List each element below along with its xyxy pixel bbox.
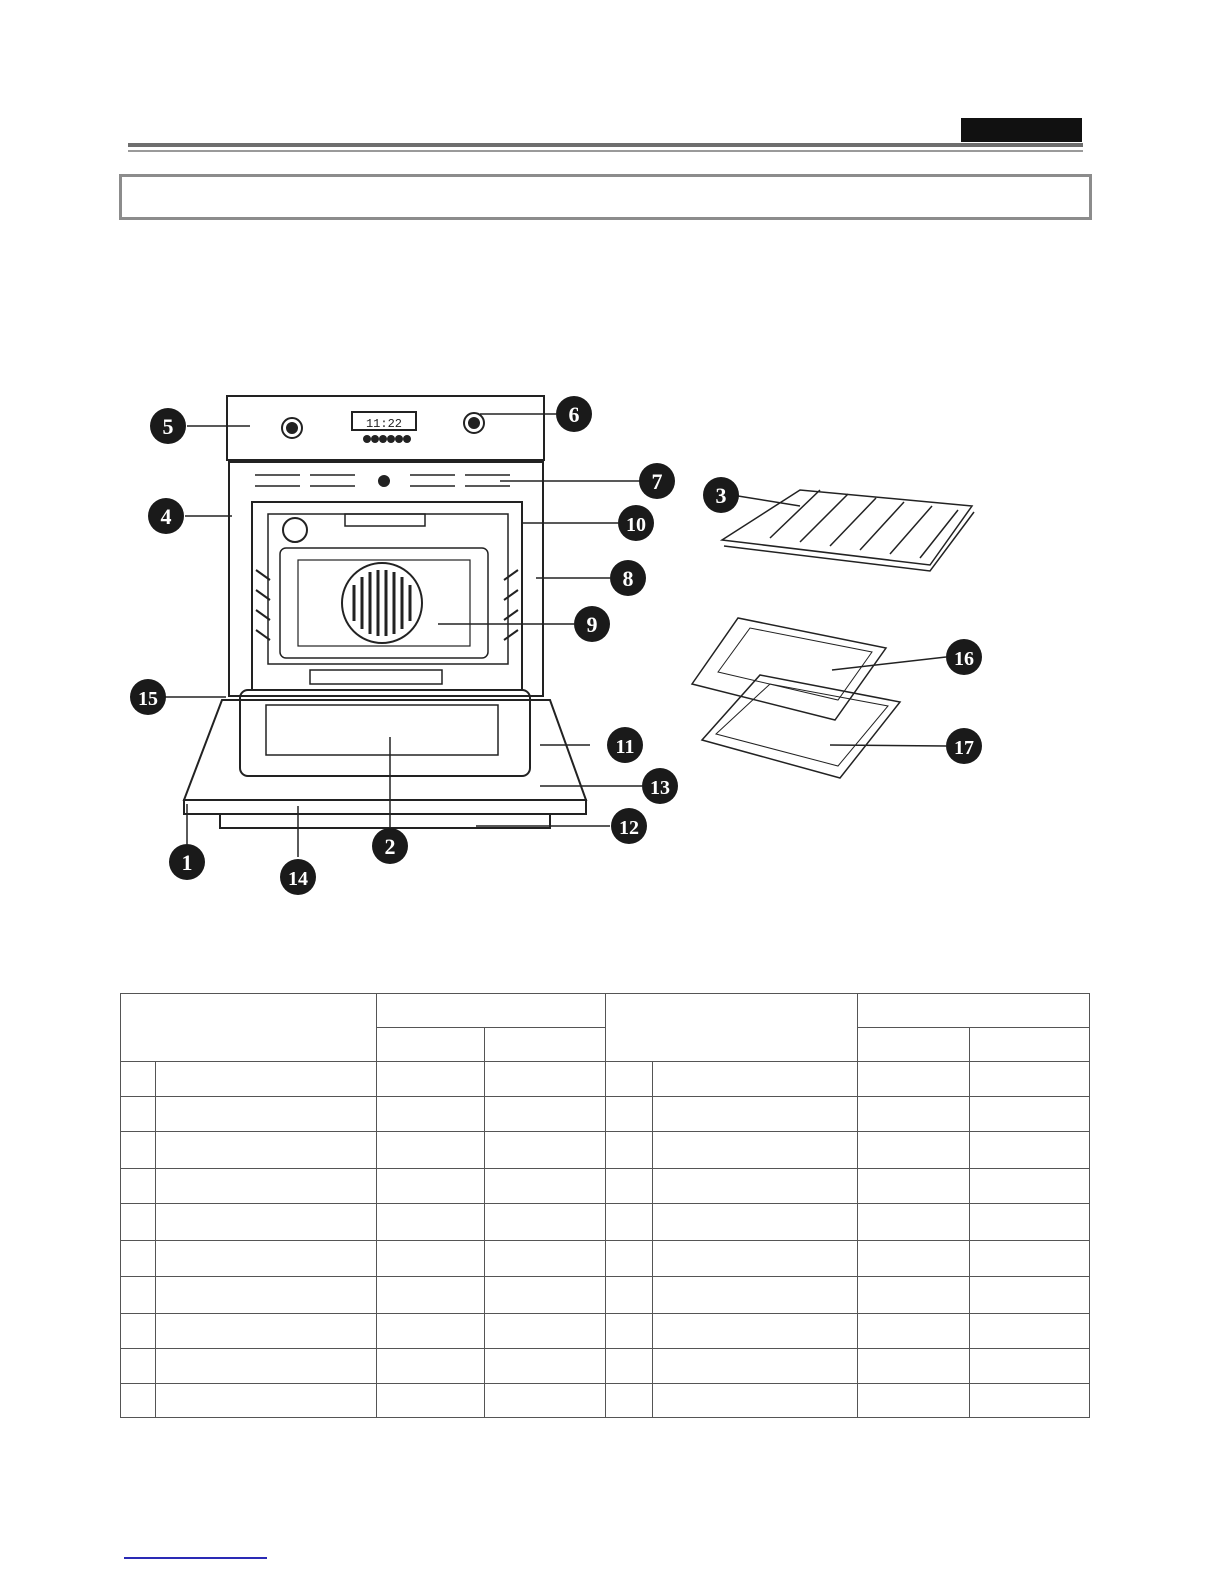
- table-cell: [377, 1132, 485, 1169]
- table-cell: [156, 1314, 377, 1349]
- table-cell: [652, 1204, 857, 1241]
- table-cell: [652, 1277, 857, 1314]
- section-title-box: [119, 174, 1092, 220]
- baking-pan: [702, 675, 900, 778]
- table-cell: [485, 1132, 606, 1169]
- footer-link-underline: [124, 1557, 267, 1559]
- table-cell: [606, 1132, 652, 1169]
- callout-number: 7: [651, 469, 663, 494]
- callout-4: [148, 498, 184, 534]
- table-cell: [156, 1097, 377, 1132]
- table-cell: [377, 1169, 485, 1204]
- table-cell: [969, 1132, 1089, 1169]
- table-cell: [652, 1062, 857, 1097]
- header-rule: [128, 143, 1083, 147]
- callout-number: 6: [568, 402, 580, 427]
- table-row: [121, 1349, 1090, 1384]
- callout-number: 13: [650, 777, 670, 799]
- table-cell: [156, 1384, 377, 1418]
- table-cell: [857, 1277, 969, 1314]
- table-cell: [485, 1277, 606, 1314]
- oven-parts-figure: [0, 380, 1224, 920]
- table-subheader-cell: [857, 1028, 969, 1062]
- table-cell: [969, 1169, 1089, 1204]
- callout-number: 1: [181, 850, 193, 875]
- callout-number: 15: [138, 688, 158, 710]
- callout-13: [642, 768, 678, 804]
- timer-display-text: 11:22: [365, 417, 403, 431]
- table-subheader-cell: [969, 1028, 1089, 1062]
- table-header-cell: [121, 994, 377, 1062]
- oven-diagram: [0, 380, 1224, 920]
- table-row: [121, 1169, 1090, 1204]
- table-cell: [377, 1241, 485, 1277]
- table-cell: [156, 1349, 377, 1384]
- header-rule-secondary: [128, 150, 1083, 152]
- table-cell: [377, 1384, 485, 1418]
- callout-15: [130, 679, 166, 715]
- callout-number: 12: [619, 817, 639, 839]
- callout-number: 14: [288, 868, 308, 890]
- table-cell: [485, 1097, 606, 1132]
- callout-number: 3: [715, 483, 727, 508]
- table-header-cell: [606, 994, 857, 1062]
- table-cell: [156, 1204, 377, 1241]
- table-cell: [857, 1384, 969, 1418]
- callout-number: 2: [384, 834, 396, 859]
- callout-14: [280, 859, 316, 895]
- table-subheader-cell: [485, 1028, 606, 1062]
- table-cell: [606, 1384, 652, 1418]
- callout-number: 9: [586, 612, 598, 637]
- door-sensor: [379, 476, 389, 486]
- table-cell: [377, 1277, 485, 1314]
- table-cell: [652, 1241, 857, 1277]
- callout-16: [946, 639, 982, 675]
- table-cell: [121, 1349, 156, 1384]
- table-cell: [121, 1314, 156, 1349]
- back-panel: [280, 548, 488, 658]
- table-row: [121, 1277, 1090, 1314]
- table-cell: [969, 1314, 1089, 1349]
- table-cell: [485, 1384, 606, 1418]
- table-cell: [857, 1097, 969, 1132]
- table-header-cell: [377, 994, 606, 1028]
- grill-insert: [692, 618, 886, 720]
- table-row: [121, 1384, 1090, 1418]
- table-cell: [606, 1349, 652, 1384]
- callout-number: 4: [160, 504, 172, 529]
- door-glass-frame: [240, 690, 530, 776]
- table-cell: [121, 1204, 156, 1241]
- table-cell: [156, 1169, 377, 1204]
- callout-5: [150, 408, 186, 444]
- callout-number: 5: [162, 414, 174, 439]
- callout-number: 16: [954, 648, 974, 670]
- callout-6: [556, 396, 592, 432]
- top-heater: [345, 514, 425, 526]
- table-cell: [121, 1132, 156, 1169]
- door-glass: [266, 705, 498, 755]
- table-subheader-cell: [377, 1028, 485, 1062]
- callout-10: [618, 505, 654, 541]
- table-cell: [652, 1384, 857, 1418]
- callout-3: [703, 477, 739, 513]
- table-header-cell: [857, 994, 1089, 1028]
- table-cell: [156, 1241, 377, 1277]
- table-cell: [652, 1314, 857, 1349]
- callout-2: [372, 828, 408, 864]
- table-cell: [606, 1169, 652, 1204]
- table-row: [121, 1062, 1090, 1097]
- table-cell: [156, 1132, 377, 1169]
- table-cell: [485, 1062, 606, 1097]
- table-cell: [606, 1204, 652, 1241]
- table-body: [121, 1062, 1090, 1418]
- table-cell: [606, 1241, 652, 1277]
- door-edge: [184, 800, 586, 814]
- table-cell: [121, 1097, 156, 1132]
- callouts: [130, 396, 982, 895]
- callout-number: 10: [626, 514, 646, 536]
- table-cell: [857, 1204, 969, 1241]
- table-cell: [969, 1241, 1089, 1277]
- table-cell: [121, 1062, 156, 1097]
- table-row: [121, 1241, 1090, 1277]
- table-cell: [377, 1349, 485, 1384]
- table-cell: [485, 1241, 606, 1277]
- table-cell: [969, 1062, 1089, 1097]
- table-cell: [969, 1384, 1089, 1418]
- section-tab-marker: [961, 118, 1082, 142]
- table-cell: [121, 1277, 156, 1314]
- table-row: [121, 1132, 1090, 1169]
- table-cell: [377, 1204, 485, 1241]
- callout-9: [574, 606, 610, 642]
- wire-rack: [722, 490, 974, 571]
- table-cell: [857, 1314, 969, 1349]
- callout-12: [611, 808, 647, 844]
- oven-door: [184, 700, 586, 800]
- callout-number: 8: [622, 566, 634, 591]
- table-cell: [377, 1314, 485, 1349]
- callout-17: [946, 728, 982, 764]
- table-cell: [156, 1062, 377, 1097]
- table-cell: [121, 1169, 156, 1204]
- table-cell: [485, 1204, 606, 1241]
- table-cell: [652, 1169, 857, 1204]
- table-cell: [121, 1384, 156, 1418]
- callout-number: 17: [954, 737, 974, 759]
- table-cell: [969, 1204, 1089, 1241]
- oven-lamp: [283, 518, 307, 542]
- table-cell: [857, 1349, 969, 1384]
- table-cell: [969, 1277, 1089, 1314]
- parts-table: [120, 993, 1090, 1418]
- table-cell: [606, 1314, 652, 1349]
- table-cell: [652, 1097, 857, 1132]
- callout-number: 11: [615, 736, 635, 758]
- table-row: [121, 1204, 1090, 1241]
- table-cell: [121, 1241, 156, 1277]
- table-cell: [485, 1314, 606, 1349]
- callout-7: [639, 463, 675, 499]
- table-cell: [969, 1349, 1089, 1384]
- callout-1: [169, 844, 205, 880]
- table-cell: [485, 1349, 606, 1384]
- table-cell: [606, 1062, 652, 1097]
- table-cell: [652, 1349, 857, 1384]
- table-cell: [857, 1169, 969, 1204]
- table-cell: [485, 1169, 606, 1204]
- table-cell: [156, 1277, 377, 1314]
- table-cell: [606, 1277, 652, 1314]
- table-cell: [606, 1097, 652, 1132]
- table-cell: [857, 1241, 969, 1277]
- callout-11: [607, 727, 643, 763]
- table-row: [121, 1314, 1090, 1349]
- callout-8: [610, 560, 646, 596]
- table-cell: [377, 1062, 485, 1097]
- table-cell: [857, 1132, 969, 1169]
- table-cell: [377, 1097, 485, 1132]
- table-cell: [652, 1132, 857, 1169]
- table-row: [121, 1097, 1090, 1132]
- table-cell: [857, 1062, 969, 1097]
- table-cell: [969, 1097, 1089, 1132]
